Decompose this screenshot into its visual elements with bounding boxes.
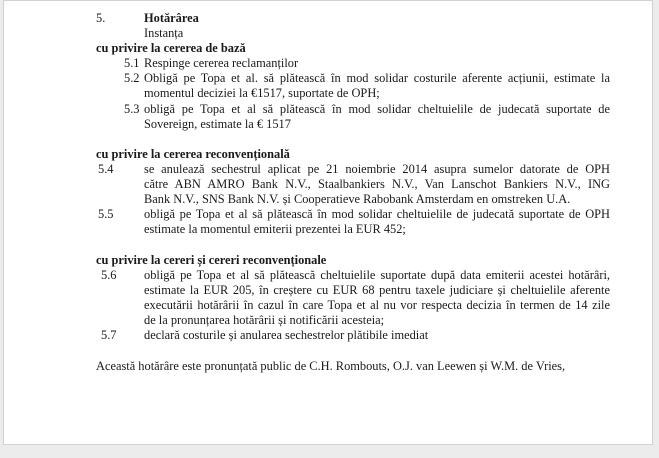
item-number: 5.5 (98, 207, 114, 221)
item-text-line: Respinge cererea reclamanților (144, 56, 299, 70)
item-number: 5.2 (124, 71, 140, 85)
item-text-line: momentul deciziei la €1517, suportate de OPH; (144, 86, 380, 100)
item-number: 5.7 (101, 328, 117, 342)
document-page (3, 0, 653, 445)
group-heading-claims-and-counterclaims: cu privire la cereri și cereri reconvenționale (96, 253, 327, 267)
section-number: 5. (96, 11, 106, 25)
group-heading-base-claim: cu privire la cererea de bază (96, 41, 246, 55)
item-text-line: Sovereign, estimate la € 1517 (144, 117, 291, 131)
group-heading-counterclaim: cu privire la cererea reconvențională (96, 147, 290, 161)
item-text-line: executării hotărârii în cazul în care Topa et al nu vor respecta decizia în termen de 14 zile (144, 298, 610, 312)
item-text-line: către ABN AMRO Bank N.V., Staalbankiers N.V., Van Lanschot Bankiers N.V., ING (144, 177, 610, 191)
item-text-line: Obligă pe Topa et al. să plătească în mod solidar costurile aferente acțiunii, estimate la (144, 71, 610, 85)
item-text-line: estimate la EUR 205, în creștere cu EUR 68 pentru taxele judiciare și cheltuielile aferente (144, 283, 610, 297)
item-text-line: de la pronunțarea hotărârii și notificării acesteia; (144, 313, 385, 327)
item-text-line: obligă pe Topa et al să plătească în mod solidar cheltuielile de judecată suportate de (144, 102, 610, 116)
item-text-line: obligă pe Topa et al să plătească cheltuielile suportate după data emiterii acestei hotărâri, (144, 268, 610, 282)
item-number: 5.6 (101, 268, 117, 282)
item-text-line: estimate la momentul emiterii prezentei la EUR 452; (144, 222, 406, 236)
item-number: 5.3 (124, 102, 140, 116)
item-text-line: declară costurile și anularea sechestrelor plătibile imediat (144, 328, 429, 342)
item-text-line: Bank N.V., SNS Bank N.V. și Cooperatieve Rabobank Amsterdam en omstreken U.A. (144, 192, 571, 206)
item-text-line: obligă pe Topa et al să plătească în mod solidar cheltuielile de judecată suportate de OPH (144, 207, 610, 221)
section-subtitle: Instanța (144, 26, 184, 40)
closing-statement: Această hotărâre este pronunțată public de C.H. Rombouts, O.J. van Leewen și W.M. de Vries, (96, 359, 566, 373)
section-title: Hotărârea (144, 11, 199, 25)
item-number: 5.1 (124, 56, 140, 70)
item-text-line: se anulează sechestrul aplicat pe 21 noiembrie 2014 asupra sumelor datorate de OPH (144, 162, 610, 176)
item-number: 5.4 (98, 162, 114, 176)
